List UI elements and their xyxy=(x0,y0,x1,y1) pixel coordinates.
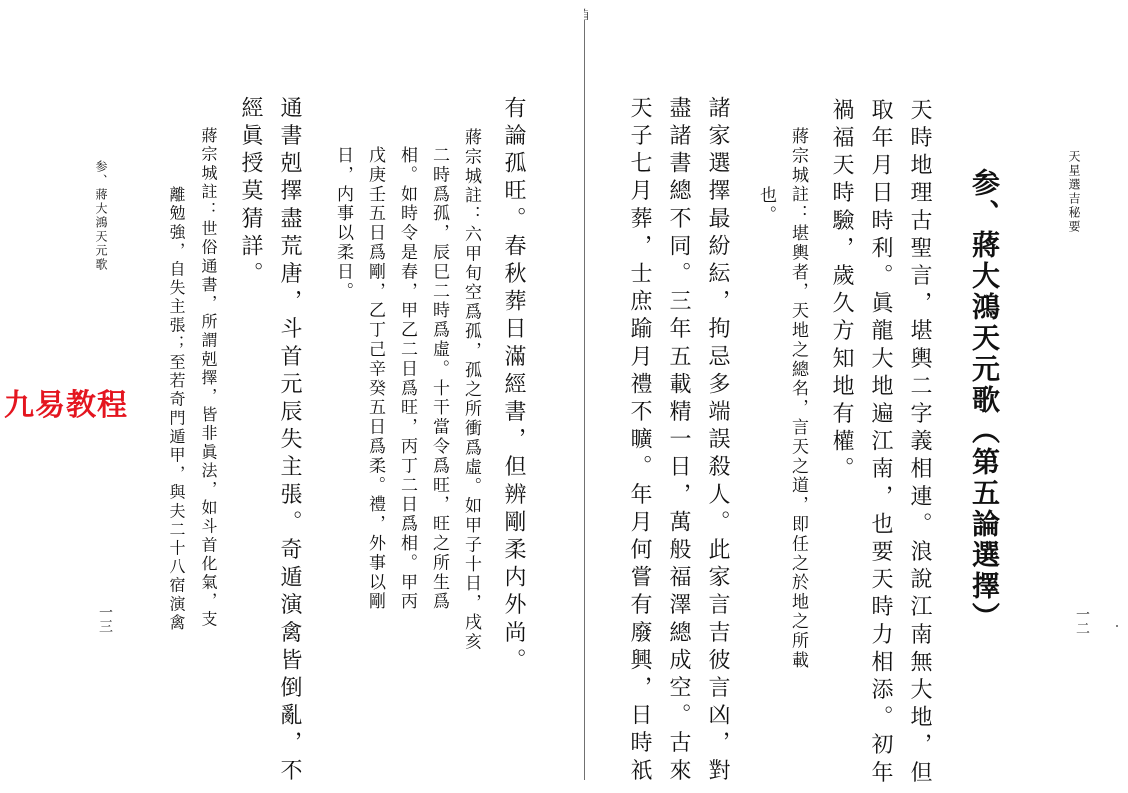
verse-line: 天子七月葬，士庶踰月禮不曠。年月何嘗有廢興，日時祇 xyxy=(627,96,652,786)
page-number: 一二 xyxy=(1074,607,1090,635)
page-number: 一三 xyxy=(97,605,113,633)
right-page xyxy=(588,0,1128,793)
verse-line: 盡諸書總不同。三年五載精一日，萬般福澤總成空。古來 xyxy=(666,96,691,786)
commentary-line: 二時爲孤，辰巳二時爲虛。十干當令爲旺，旺之所生爲 xyxy=(429,146,449,612)
commentary-line: 戊庚壬五日爲剛，乙丁己辛癸五日爲柔。禮，外事以剛 xyxy=(365,146,385,612)
running-head: 天星選吉秘要 xyxy=(1067,150,1081,234)
commentary-line: 日，内事以柔日。 xyxy=(333,146,353,302)
chapter-title: 参、蔣大鴻天元歌（第五論選擇） xyxy=(968,168,1001,633)
verse-line: 經眞授莫猜詳。 xyxy=(238,96,263,290)
commentary-line: 蔣宗城註：六甲旬空爲孤，孤之所衝爲虛。如甲子十日，戌亥 xyxy=(461,128,481,652)
logo-watermark: 九易教程 xyxy=(4,388,128,423)
commentary-line: 相。如時令是春，甲乙二日爲旺，丙丁二日爲相。甲丙 xyxy=(397,146,417,612)
running-head: 参、蔣大鴻天元歌 xyxy=(94,160,108,272)
print-speck xyxy=(1116,625,1118,627)
spine-divider xyxy=(584,20,585,780)
commentary-line: 離勉強，自失主張；至若奇門遁甲，與夫二十八宿演禽 xyxy=(167,186,186,633)
commentary-line: 蔣宗城註：世俗通書，所謂剋擇，皆非眞法，如斗首化氣，支 xyxy=(199,127,218,630)
verse-line: 通書剋擇盡荒唐，斗首元辰失主張。奇遁演禽皆倒亂，不 xyxy=(277,96,302,786)
verse-line: 禍福天時驗，歲久方知地有權。 xyxy=(829,98,854,485)
verse-line: 諸家選擇最紛紜，拘忌多端誤殺人。此家言吉彼言凶，對 xyxy=(705,96,730,786)
commentary-line: 蔣宗城註：堪輿者，天地之總名，言天之道，即任之於地之所載 xyxy=(788,127,808,671)
verse-line: 天時地理古聖言，堪輿二字義相連。浪說江南無大地，但 xyxy=(907,98,932,788)
verse-line: 取年月日時利。眞龍大地遍江南，也要天時力相添。初年 xyxy=(868,98,893,788)
verse-line: 有論孤旺。春秋葬日滿經書，但辨剛柔内外尚。 xyxy=(501,96,526,676)
commentary-line: 也。 xyxy=(756,186,776,225)
